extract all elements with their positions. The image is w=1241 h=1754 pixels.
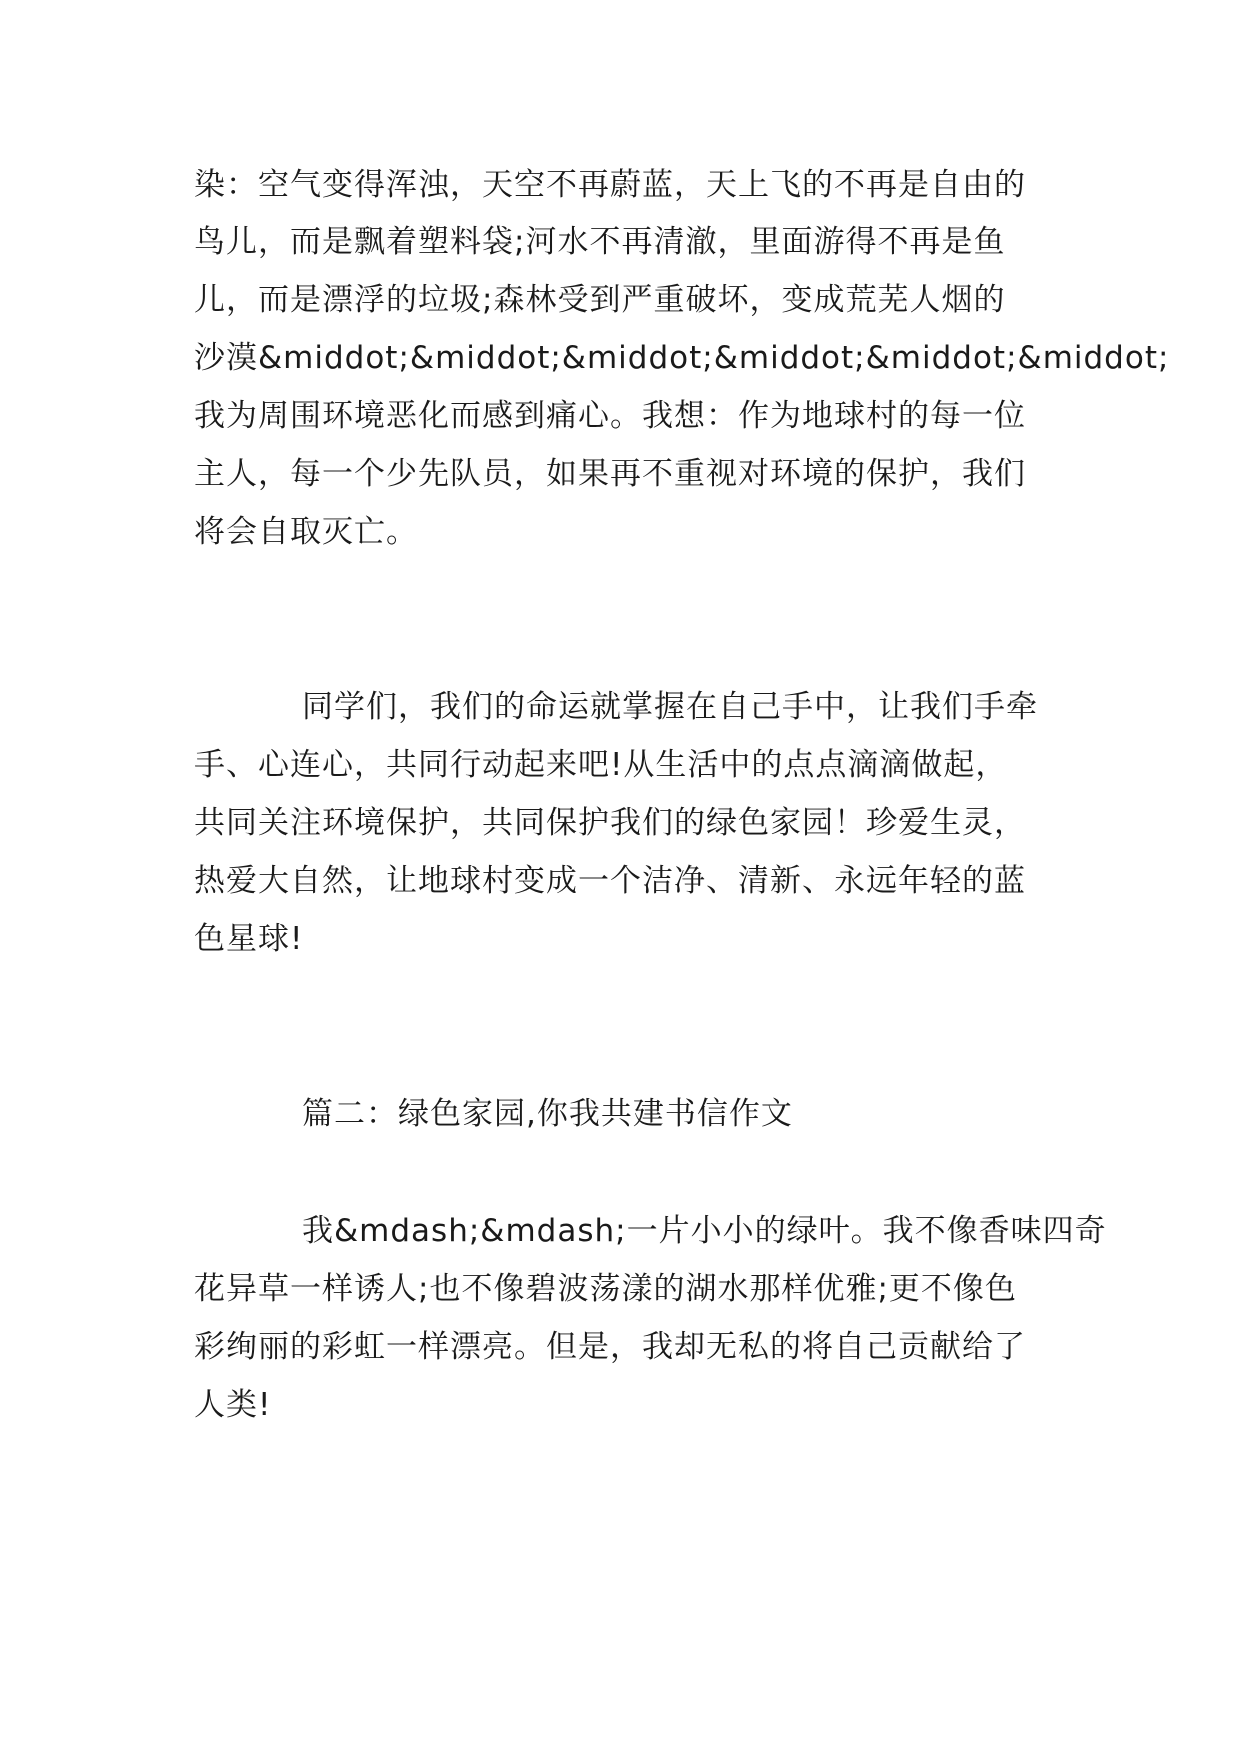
paragraph-line: 我为周围环境恶化而感到痛心。我想：作为地球村的每一位	[194, 398, 1026, 434]
paragraph-line: 色星球!	[194, 921, 304, 957]
paragraph-line: 共同关注环境保护，共同保护我们的绿色家园！珍爱生灵，	[194, 805, 1026, 841]
paragraph-line: 儿，而是漂浮的垃圾;森林受到严重破坏，变成荒芜人烟的	[194, 282, 1006, 318]
paragraph-line: 染：空气变得浑浊，天空不再蔚蓝，天上飞的不再是自由的	[194, 167, 1026, 203]
paragraph-line: 我&mdash;&mdash;一片小小的绿叶。我不像香味四奇	[302, 1213, 1107, 1249]
paragraph-line: 手、心连心，共同行动起来吧!从生活中的点点滴滴做起，	[194, 747, 1008, 783]
section-heading: 篇二：绿色家园,你我共建书信作文	[302, 1096, 793, 1132]
paragraph-line: 主人，每一个少先队员，如果再不重视对环境的保护，我们	[194, 456, 1026, 492]
paragraph-line: 花异草一样诱人;也不像碧波荡漾的湖水那样优雅;更不像色	[194, 1271, 1017, 1307]
paragraph-line: 彩绚丽的彩虹一样漂亮。但是，我却无私的将自己贡献给了	[194, 1329, 1026, 1365]
paragraph-line: 沙漠&middot;&middot;&middot;&middot;&middot;&middot;	[194, 340, 1170, 376]
paragraph-line: 热爱大自然，让地球村变成一个洁净、清新、永远年轻的蓝	[194, 863, 1026, 899]
paragraph-line: 同学们，我们的命运就掌握在自己手中，让我们手牵	[302, 689, 1038, 725]
paragraph-line: 将会自取灭亡。	[194, 514, 418, 550]
paragraph-line: 鸟儿，而是飘着塑料袋;河水不再清澈，里面游得不再是鱼	[194, 224, 1006, 260]
paragraph-line: 人类!	[194, 1387, 272, 1423]
